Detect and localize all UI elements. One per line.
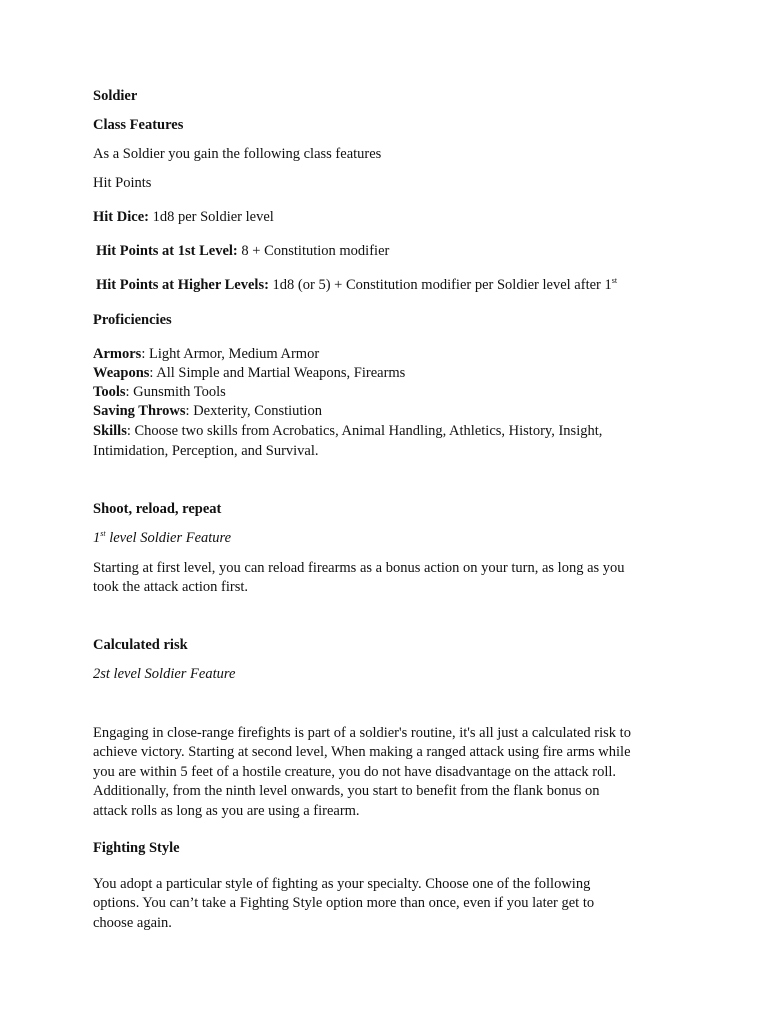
proficiency-armors: Armors: Light Armor, Medium Armor <box>93 346 320 362</box>
proficiency-skills-continued: Intimidation, Perception, and Survival. <box>93 443 319 459</box>
proficiencies-heading: Proficiencies <box>93 312 172 328</box>
feature-text-line: Additionally, from the ninth level onwards, you start to benefit from the flank bonus on <box>93 783 600 799</box>
feature-heading-shoot-reload: Shoot, reload, repeat <box>93 501 222 517</box>
feature-text-line: attack rolls as long as you are using a firearm. <box>93 803 360 819</box>
feature-text-line: Engaging in close-range firefights is part of a soldier's routine, it's all just a calculated risk to <box>93 725 631 741</box>
feature-heading-fighting-style: Fighting Style <box>93 840 180 856</box>
proficiency-skills: Skills: Choose two skills from Acrobatics, Animal Handling, Athletics, History, Insight, <box>93 423 603 439</box>
hp-first-level-line: Hit Points at 1st Level: 8 + Constitution modifier <box>96 243 390 259</box>
feature-text-line: achieve victory. Starting at second level, When making a ranged attack using fire arms while <box>93 744 631 760</box>
feature-level-shoot-reload: 1st level Soldier Feature <box>93 529 232 546</box>
document-title: Soldier <box>93 88 138 104</box>
hp-higher-levels-line: Hit Points at Higher Levels: 1d8 (or 5) + Constitution modifier per Soldier level after 1st <box>96 276 618 293</box>
feature-text-line: took the attack action first. <box>93 579 249 595</box>
feature-text-line: you are within 5 feet of a hostile creature, you do not have disadvantage on the attack roll. <box>93 764 617 780</box>
proficiency-tools: Tools: Gunsmith Tools <box>93 384 226 400</box>
feature-level-calculated-risk: 2st level Soldier Feature <box>93 666 236 682</box>
feature-text-line: Starting at first level, you can reload firearms as a bonus action on your turn, as long as you <box>93 560 625 576</box>
proficiency-weapons: Weapons: All Simple and Martial Weapons, Firearms <box>93 365 406 381</box>
intro-text: As a Soldier you gain the following class features <box>93 146 382 162</box>
hit-dice-line: Hit Dice: 1d8 per Soldier level <box>93 209 274 225</box>
hit-points-heading: Hit Points <box>93 175 152 191</box>
feature-heading-calculated-risk: Calculated risk <box>93 637 188 653</box>
feature-text-line: options. You can’t take a Fighting Style option more than once, even if you later get to <box>93 895 595 911</box>
feature-text-line: choose again. <box>93 915 172 931</box>
feature-text-line: You adopt a particular style of fighting as your specialty. Choose one of the following <box>93 876 591 892</box>
class-features-heading: Class Features <box>93 117 184 133</box>
proficiency-saving-throws: Saving Throws: Dexterity, Constiution <box>93 403 322 419</box>
